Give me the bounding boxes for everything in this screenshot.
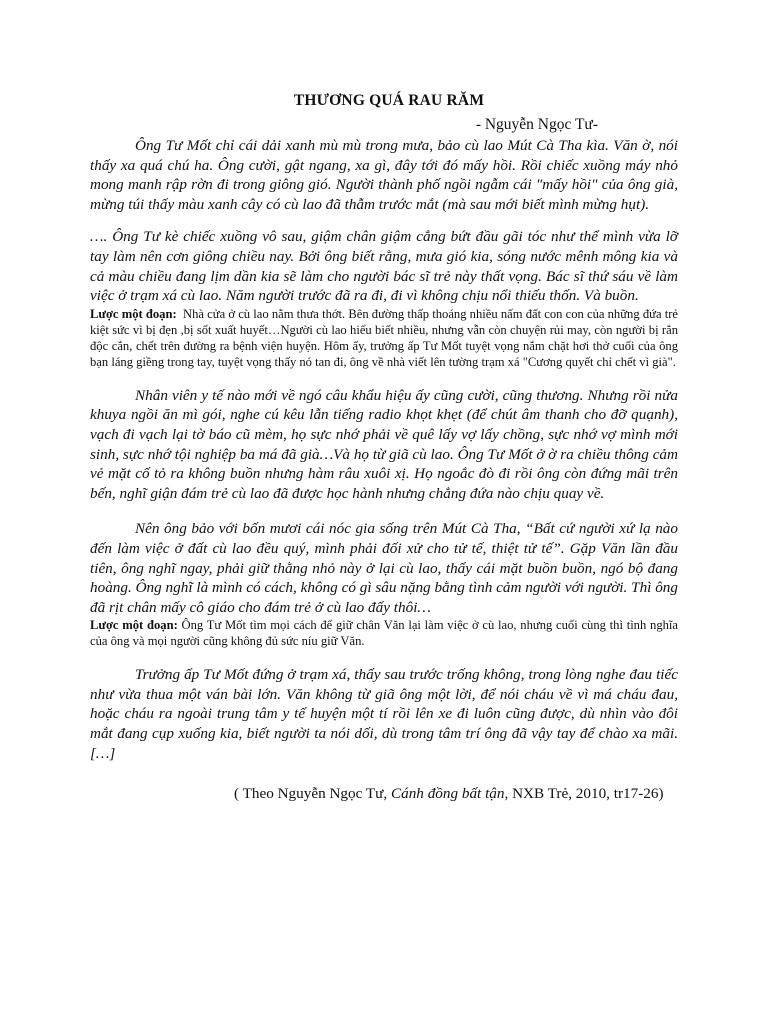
- summary-label-2: Lược một đoạn:: [90, 618, 178, 633]
- story-author: - Nguyễn Ngọc Tư-: [475, 116, 598, 133]
- summary-note-2: [90, 617, 678, 649]
- story-paragraph-1: Ông Tư Mốt chỉ cái dải xanh mù mù trong mưa, bảo cù lao Mút Cà Tha kìa. Văn ờ, nói thấy xa quá chú ha. Ông cười, gật ngang, xa gì, đây tới đó mấy hồi. Rồi chiếc xuồng máy nhỏ mong manh rập rờn đi trong giông gió. Người thành phố ngồi ngẫm cái "mấy hồi" của ông già, mừng túi thấy màu xanh cây có cù lao đã thẫm trước mắt (mà sau mới biết mình mừng hụt).: [90, 137, 678, 213]
- story-paragraph-3: Nhân viên y tế nào mới về ngó câu khẩu hiệu ấy cũng cười, cũng thương. Nhưng rồi nửa khuya ngồi ăn mì gói, nghe cú kêu lẫn tiếng radio khọt khẹt (để chút âm thanh cho đỡ quạnh), vạch đi vạch lại tờ báo cũ mèm, họ sực nhớ phải về quê lấy vợ lấy chồng, sực nhớ vợ mình mới sinh, sực nhớ tội nghiệp ba má đã già…Và họ từ giã cù lao. Ông Tư Mốt ở ờ ra chiều thông cảm vẻ mặt cố tỏ ra không buồn nhưng hàm râu xuôi xị. Họ ngoắc đò đi rồi ông còn đứng mãi trên bến, nghĩ giận đám trẻ cù lao đã được học hành nhưng chẳng đứa nào chịu quay về.: [90, 386, 678, 502]
- story-paragraph-5: Trưởng ấp Tư Mốt đứng ở trạm xá, thấy sau trước trống không, trong lòng nghe đau tiếc như vừa thua một ván bài lớn. Văn không từ giã ông một lời, để nói cháu về vì má cháu đau, hoặc cháu ra ngoài trung tâm y tế huyện một tí rồi lên xe đi luôn cũng được, dù nhìn vào đôi mắt đang cụp xuống kia, biết người ta nói dối, dù trong tâm trí ông đã vậy tay để chào xa mãi. […]: [90, 666, 678, 762]
- story-paragraph-2: …. Ông Tư kè chiếc xuồng vô sau, giậm chân giậm cẳng bứt đầu gãi tóc như thể mình vừa lỡ tay làm nên cơn giông chiều nay. Bởi ông biết rằng, mưa gió kia, sóng nước mênh mông kia và cả màu chiều đang lịm dần kia sẽ làm cho người bác sĩ trẻ này thất vọng. Bác sĩ thứ sáu về làm việc ở trạm xá cù lao. Năm người trước đã ra đi, đi vì không chịu nổi thiếu thốn. Và buồn.: [90, 228, 678, 305]
- summary-note-1: [90, 306, 678, 370]
- summary-text-1: Nhà cửa ở cù lao nằm thưa thớt. Bên đường thấp thoáng nhiều nấm đất con con của những đứa trẻ kiệt sức vì bị đẹn ,bị sốt xuất huyết…Người cù lao hiểu biết nhiều, nhưng vẫn còn chuyện rủi may, còn người bị rắn độc cắn, chết trên đường ra bệnh viện huyện. Hôm ấy, trưởng ấp Tư Mốt tuyệt vọng nắm chặt hơi thở cuối của ông bạn láng giềng trong tay, tuyệt vọng thấy nó tan đi, ông về nhà viết lên tường trạm xá "Cương quyết chỉ chết vì già".: [90, 306, 678, 369]
- document-page: [90, 92, 678, 804]
- citation-suffix: , NXB Trẻ, 2010, tr17-26): [504, 785, 664, 803]
- citation-prefix: ( Theo Nguyễn Ngọc Tư,: [234, 785, 391, 803]
- story-paragraph-4: Nên ông bảo với bốn mươi cái nóc gia sống trên Mút Cà Tha, “Bất cứ người xứ lạ nào đến làm việc ở đất cù lao đều quý, mình phải đối xử cho tử tế, thiệt tử tế”. Gặp Văn lần đầu tiên, ông nghĩ ngay, phải giữ thằng nhỏ này ở lại cù lao, thấy cái mặt buồn buồn, ngó bộ đang hoàng. Ông nghĩ là mình có cách, không có gì sâu nặng bằng tình cảm người với người. Thì ông đã rịt chân mấy cô giáo cho đám trẻ ở cù lao đấy thôi…: [90, 520, 678, 616]
- story-title: THƯƠNG QUÁ RAU RĂM: [293, 92, 485, 109]
- summary-label-1: Lược một đoạn:: [90, 306, 177, 321]
- summary-text-2: Ông Tư Mốt tìm mọi cách để giữ chân Văn lại làm việc ở cù lao, nhưng cuối cùng thì tình nghĩa của ông và mọi người cũng không đủ sức níu giữ Văn.: [90, 618, 678, 649]
- citation-book-title: Cánh đồng bất tận: [390, 785, 505, 803]
- source-citation: [90, 783, 678, 804]
